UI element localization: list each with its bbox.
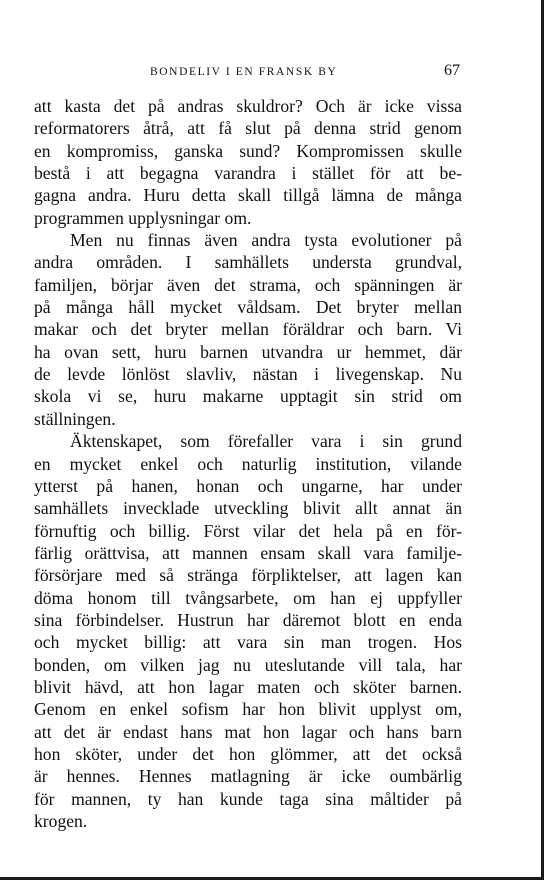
- running-head: BONDELIV I EN FRANSK BY: [150, 66, 338, 78]
- text-line: sina förbindelser. Hustrun har däremot blott en enda: [34, 609, 462, 630]
- text-line: Men nu finnas även andra tysta evolutioner på: [70, 230, 462, 251]
- page-number: 67: [444, 62, 460, 79]
- text-line: samhällets invecklade utveckling blivit allt annat än: [34, 498, 462, 519]
- text-line: Genom en enkel sofism har hon blivit upplyst om,: [34, 699, 462, 720]
- text-line: familjen, börjar även det strama, och spänningen är: [34, 274, 462, 295]
- text-line: de levde lönlöst slavliv, nästan i livegenskap. Nu: [34, 364, 462, 385]
- text-line: programmen upplysningar om.: [34, 207, 252, 228]
- text-line: hon sköter, under det hon glömmer, att det också: [34, 743, 462, 764]
- text-line: bonden, om vilken jag nu uteslutande vill tala, har: [34, 654, 462, 675]
- text-line: en mycket enkel och naturlig institution, vilande: [34, 453, 462, 474]
- text-line: på många håll mycket våldsam. Det bryter mellan: [34, 297, 462, 318]
- text-line: bestå i att begagna varandra i stället för att be-: [34, 163, 462, 184]
- text-line: förnuftig och billig. Först vilar det hela på en för-: [34, 520, 462, 541]
- text-line: reformatorers åtrå, att få slut på denna strid genom: [34, 118, 462, 139]
- text-line: blivit hävd, att hon lagar maten och sköter barnen.: [34, 676, 462, 697]
- page-header: [150, 62, 460, 82]
- text-line: färlig orättvisa, att mannen ensam skall vara familje-: [34, 542, 462, 563]
- text-line: att kasta det på andras skuldror? Och är icke vissa: [34, 96, 462, 116]
- text-line: andra områden. I samhällets understa grundval,: [34, 252, 462, 273]
- text-line: ha ovan sett, huru barnen utvandra ur hemmet, där: [34, 341, 462, 362]
- body-text: [34, 95, 462, 832]
- text-line: försörjare med så stränga förpliktelser, att lagen kan: [34, 565, 462, 586]
- text-line: att det är endast hans mat hon lagar och hans barn: [34, 721, 462, 742]
- text-line: makar och det bryter mellan föräldrar och barn. Vi: [34, 319, 462, 340]
- text-line: en kompromiss, ganska sund? Kompromissen skulle: [34, 140, 462, 161]
- text-line: krogen.: [34, 811, 88, 831]
- text-line: Äktenskapet, som förefaller vara i sin grund: [70, 431, 462, 452]
- text-line: är hennes. Hennes matlagning är icke oumbärlig: [34, 766, 462, 787]
- text-line: gagna andra. Huru detta skall tillgå lämna de många: [34, 185, 462, 206]
- text-line: skola vi se, huru makarne upptagit sin strid om: [34, 386, 462, 407]
- text-line: för mannen, ty han kunde taga sina måltider på: [34, 788, 462, 809]
- text-line: döma honom till tvångsarbete, om han ej uppfyller: [34, 587, 462, 608]
- text-line: ytterst på hanen, honan och ungarne, har under: [34, 475, 462, 496]
- text-line: och mycket billig: att vara sin man trogen. Hos: [34, 632, 462, 653]
- text-line: ställningen.: [34, 408, 116, 429]
